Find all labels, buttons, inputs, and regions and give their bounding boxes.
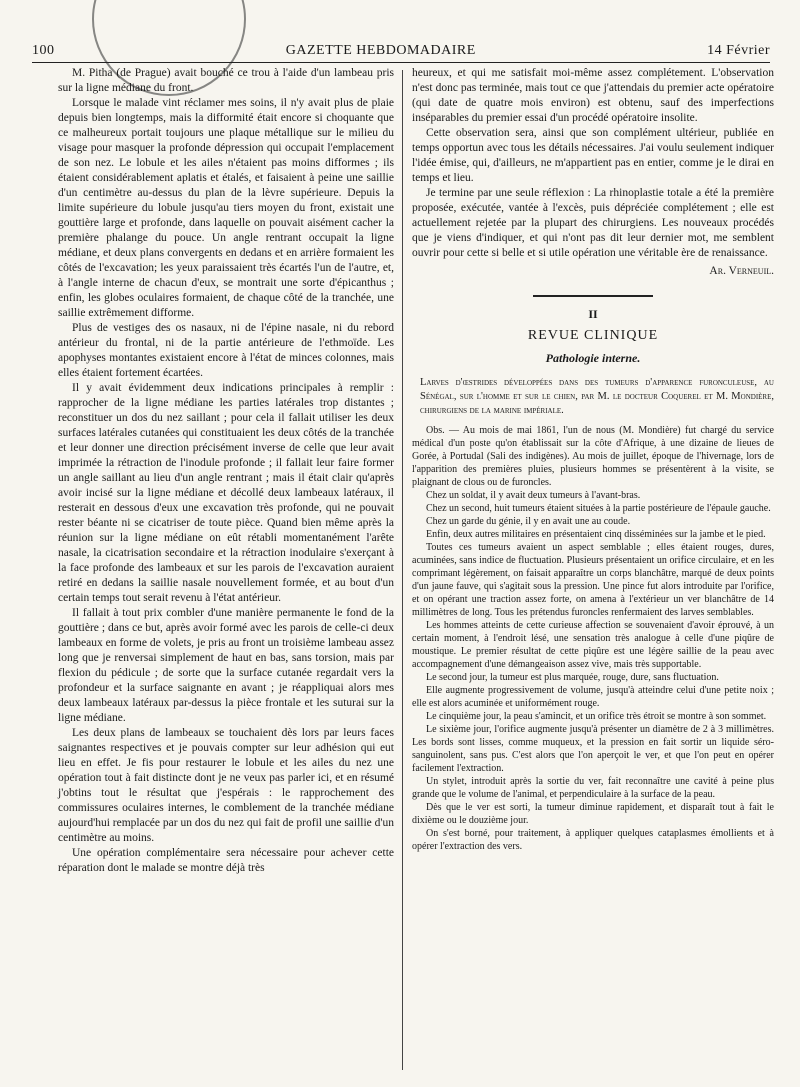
paragraph: Lorsque le malade vint réclamer mes soins, il n'y avait plus de plaie depuis bien longtemps, mais la difformité était encore si choquante que ce malheureux portait toujours une plaque métallique sur le milieu du visage pour masquer la profonde dépression qui occupait l'emplacement de son nez. Le lobule et les ailes n'étaient pas moins difformes ; ils étaient considérablement aplatis et étalés, et faisaient à peine une saillie d'un centimètre au-dessus du plan de la lèvre supérieure. Depuis la limite supérieure du lobule jusqu'au tiers moyen du front, existait une gouttière large et profonde, dans laquelle on pouvait aisément cacher la première phalange du pouce. Un angle rentrant occupait la ligne médiane, et deux plans convergents en dedans et en arrière formaient les côtés de l'excavation; les yeux paraissaient très écartés l'un de l'autre, et, à l'angle interne de chacun d'eux, se montrait une sorte d'épicanthus ; enfin, les globes oculaires formaient, de chaque côté de la tranchée, une saillie extrêmement difforme. [58,97,394,319]
right-column [412,66,774,853]
paragraph: Un stylet, introduit après la sortie du ver, fait reconnaître une cavité à peine plus grande que le volume de l'animal, et perpendiculaire à la surface de la peau. [412,775,774,800]
paragraph: Il y avait évidemment deux indications principales à remplir : rapprocher de la ligne médiane les parties latérales trop distantes ; reconstituer un dos du nez saillant ; pour cela il fallait utiliser les deux surfaces latérales cutanées qui constituaient les deux côtés de la tranchée et leur donner une direction précisément inverse de celle que leur avait imprimée la rétraction de l'inodule profonde ; il fallait leur faire former un angle saillant au lieu d'un angle rentrant ; mais il était clair qu'après avoir incisé sur la ligne médiane et décollé deux lambeaux latéraux, il resterait en dessous d'eux une excavation très profonde, qui ne pouvait rester béante ni se cicatriser de toute pièce. Quand bien même après la réunion sur la ligne médiane on eût rétabli momentanément l'arête nasale, la cicatrisation secondaire et la rétraction inodulaire s'exerçant à la face profonde des lambeaux et sur les parois de l'excavation auraient retiré en dedans la saillie nasale nouvellement formée, et au bout d'un certain temps tout serait revenu à l'état antérieur. [58,382,394,604]
paragraph: Les hommes atteints de cette curieuse affection se souvenaient d'avoir éprouvé, à un certain moment, à l'endroit lésé, une sensation très analogue à celle d'une piqûre de moustique. Le premier résultat de cette piqûre est une légère saillie de la peau avec accompagnement d'une démangeaison assez vive, mais très supportable. [412,619,774,670]
paragraph: heureux, et qui me satisfait moi-même assez complétement. L'observation n'est donc pas terminée, mais tout ce que j'attendais du premier acte opératoire (qui date de quatre mois environ) est obtenu, sauf des imperfections inséparables du premier essai d'un procédé opératoire insolite. [412,67,774,124]
paragraph: Elle augmente progressivement de volume, jusqu'à atteindre celui d'une petite noix ; elle est alors acuminée et uniformément rouge. [412,684,774,709]
section-subtitle: Pathologie interne. [545,350,641,365]
paragraph: Je termine par une seule réflexion : La rhinoplastie totale a été la première proposée, exécutée, vantée à l'excès, puis dépréciée complétement ; elle est actuellement rejetée par la plupart des chirurgiens. Les nouveaux procédés que je viens d'indiquer, et qui n'ont pas dit leur dernier mot, me semblent ouvrir pour cette si belle et si utile opération une véritable ère de renaissance. [412,187,774,259]
issue-date: 14 Février [707,43,770,58]
paragraph: Les deux plans de lambeaux se touchaient dès lors par leurs faces saignantes respectives et je pouvais compter sur leur adhésion qui eut lieu en effet. Je fis pour restaurer le lobule et les ailes du nez une opération tout à fait distincte dont je ne veux pas parler ici, et en résumé j'obtins tout le résultat que j'espérais : le rapprochement des commissures oculaires internes, le comblement de la tranchée médiane aujourd'hui remplacée par un dos du nez qui fait de profil une saillie d'un centimètre au moins. [58,727,394,844]
paragraph: Chez un soldat, il y avait deux tumeurs à l'avant-bras. [426,489,641,501]
paragraph: Le second jour, la tumeur est plus marquée, rouge, dure, sans fluctuation. [426,671,719,683]
column-divider [402,70,403,1070]
paragraph: Il fallait à tout prix combler d'une manière permanente le fond de la gouttière ; dans ce but, après avoir formé avec les parois de celle-ci deux lambeaux en forme de volets, je pris au front un troisième lambeau assez long que je renversai simplement de haut en bas, sans torsion, mais par flexion du pédicule ; de sorte que la surface cutanée regardait vers la profondeur et la surface saignante en avant ; je réappliquai alors mes deux lambeaux latéraux par-dessus la pièce frontale et les suturai sur la ligne médiane. [58,607,394,724]
paragraph: Enfin, deux autres militaires en présentaient cinq disséminées sur la jambe et le pied. [426,528,766,540]
paragraph: Chez un second, huit tumeurs étaient situées à la partie postérieure de l'épaule gauche. [426,502,771,514]
article-title: Larves d'œstrides développées dans des tumeurs d'apparence furonculeuse, au Sénégal, sur l'homme et sur le chien, par M. le docteur Coquerel et M. Mondière, chirurgiens de la marine impériale. [420,376,774,416]
observation-text [412,424,774,853]
paragraph: Dès que le ver est sorti, la tumeur diminue rapidement, et disparaît tout à fait le dixième ou le douzième jour. [412,801,774,826]
paragraph: Toutes ces tumeurs avaient un aspect semblable ; elles étaient rouges, dures, acuminées, sans indice de fluctuation. Plusieurs présentaient un orifice circulaire, et en les comprimant légèrement, on faisait apparaître un corps blanchâtre, marqué de deux points d'un jaune fauve, qui s'agitait sous la pression. Une pince fut alors introduite par l'orifice, et on opérant une traction assez forte, on amena à l'extérieur un ver blanchâtre de 14 millimètres de long. Tous les prétendus furoncles renfermaient des larves semblables. [412,541,774,618]
section-number: II [588,306,598,321]
paragraph: Le sixième jour, l'orifice augmente jusqu'à présenter un diamètre de 2 à 3 millimètres. Les bords sont lisses, comme muqueux, et la pression en fait sortir un liquide séro-sanguinolent, sans pus. C'est alors que l'on aperçoit le ver, et que l'on peut en opérer facilement l'extraction. [412,723,774,774]
journal-title: GAZETTE HEBDOMADAIRE [285,43,476,58]
page-number: 100 [32,43,55,58]
author-signature: Ar. Verneuil. [709,265,774,277]
left-column [58,66,394,876]
paragraph: M. Pitha (de Prague) avait bouché ce trou à l'aide d'un lambeau pris sur la ligne médiane du front. [58,67,394,94]
section-title: REVUE CLINIQUE [527,327,659,343]
paragraph: Une opération complémentaire sera nécessaire pour achever cette réparation dont le malade se montre déjà très [58,847,394,874]
paragraph: Chez un garde du génie, il y en avait une au coude. [426,515,631,527]
paragraph: Plus de vestiges des os nasaux, ni de l'épine nasale, ni du rebord antérieur du frontal, ni de la partie antérieure de l'ethmoïde. Les apophyses montantes existaient encore à l'état de minces colonnes, mais elles étaient fortement écartées. [58,322,394,379]
paragraph: On s'est borné, pour traitement, à appliquer quelques cataplasmes émollients et à opérer l'extraction des vers. [412,827,774,852]
section-rule [533,295,653,297]
page-header [32,40,770,63]
paragraph: Obs. — Au mois de mai 1861, l'un de nous (M. Mondière) fut chargé du service médical d'un poste qu'on établissait sur la côte d'Afrique, à une dizaine de lieues de Gorée, à Portudal (Sali des indigènes). Au mois de juillet, époque de l'hivernage, lors de l'apparition des premières pluies, plusieurs hommes se présentèrent à la visite, se plaignant de clous ou de furoncles. [412,424,774,488]
paragraph: Le cinquième jour, la peau s'amincit, et un orifice très étroit se montre à son sommet. [426,710,767,722]
paragraph: Cette observation sera, ainsi que son complément ultérieur, publiée en temps opportun avec tous les détails nécessaires. J'ai voulu seulement indiquer l'idée émise, qui, d'ailleurs, ne m'appartient pas en entier, comme je le dirai en temps et lieu. [412,127,774,184]
